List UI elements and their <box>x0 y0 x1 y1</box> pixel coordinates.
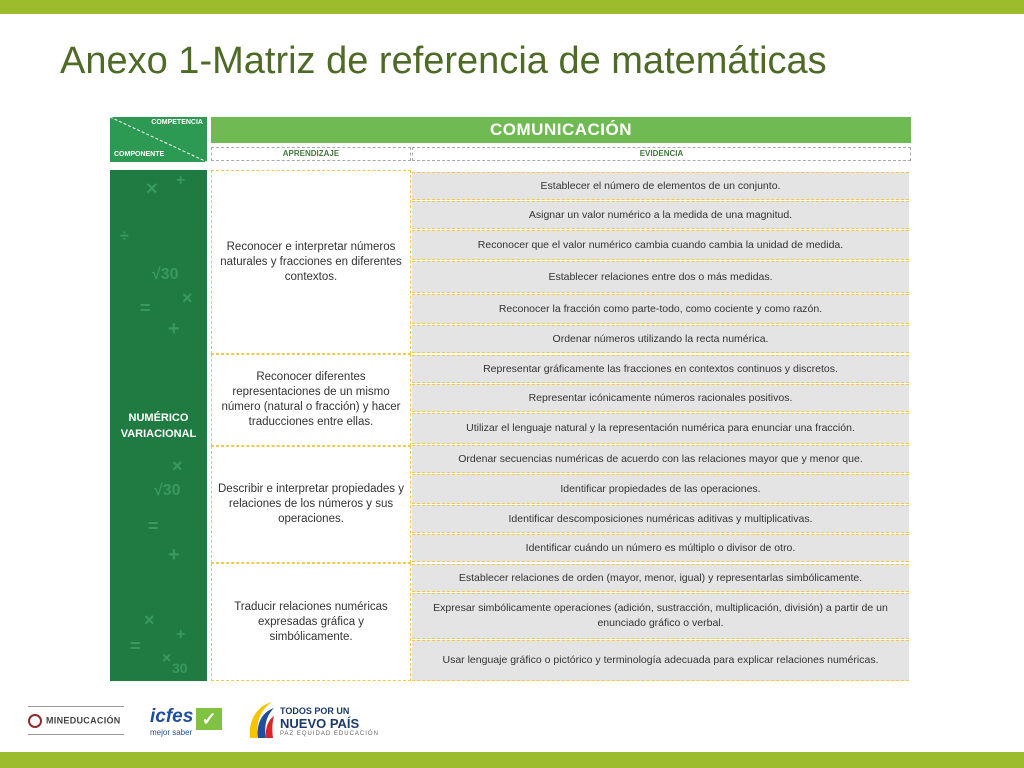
evidencia-cell: Usar lenguaje gráfico o pictórico y terminología adecuada para explicar relaciones numéricas. <box>412 640 909 681</box>
aprendizaje-column-header: APRENDIZAJE <box>211 147 411 161</box>
aprendizaje-cell: Describir e interpretar propiedades y relaciones de los números y sus operaciones. <box>211 446 411 563</box>
aprendizaje-cell: Traducir relaciones numéricas expresadas gráfica y simbólicamente. <box>211 563 411 681</box>
componente-name <box>110 410 207 442</box>
aprendizaje-cell: Reconocer diferentes representaciones de un mismo número (natural o fracción) y hacer traducciones entre ellas. <box>211 354 411 446</box>
evidencia-cell: Representar icónicamente números racionales positivos. <box>412 384 909 412</box>
multiply-icon: × <box>172 456 183 476</box>
evidencia-cell: Ordenar secuencias numéricas de acuerdo con las relaciones mayor que y menor que. <box>412 445 909 473</box>
matrix-corner-header <box>110 117 207 162</box>
evidencia-cell: Establecer relaciones entre dos o más medidas. <box>412 261 909 293</box>
icfes-brand: icfes <box>150 706 194 727</box>
divide-icon: ÷ <box>120 228 129 245</box>
slide-title: Anexo 1-Matriz de referencia de matemáticas <box>60 40 827 82</box>
componente-label: COMPONENTE <box>114 151 165 158</box>
evidencia-cell: Identificar cuándo un número es múltiplo o divisor de otro. <box>412 534 909 562</box>
square-root-icon: √30 <box>152 266 179 283</box>
nuevo-pais-line3: PAZ EQUIDAD EDUCACIÓN <box>280 731 379 737</box>
logo-divider <box>28 706 124 707</box>
equals-icon: = <box>148 516 159 536</box>
icfes-tagline: mejor saber <box>150 728 193 737</box>
evidencia-column-header: EVIDENCIA <box>412 147 911 161</box>
evidencia-cell: Establecer el número de elementos de un conjunto. <box>412 172 909 200</box>
plus-icon: + <box>176 172 186 189</box>
footer-logos <box>20 690 379 750</box>
bottom-accent-bar <box>0 752 1024 768</box>
evidencia-cell: Establecer relaciones de orden (mayor, menor, igual) y representarlas simbólicamente. <box>412 564 909 592</box>
coat-of-arms-icon <box>28 714 42 728</box>
evidencia-cell: Identificar propiedades de las operaciones. <box>412 474 909 504</box>
evidencia-cell: Reconocer que el valor numérico cambia cuando cambia la unidad de medida. <box>412 230 909 260</box>
mineducacion-text: MINEDUCACIÓN <box>46 715 121 726</box>
componente-name-line2: VARIACIONAL <box>120 428 197 440</box>
competencia-header: COMUNICACIÓN <box>211 117 911 143</box>
reference-matrix <box>110 117 911 681</box>
evidencia-cell: Identificar descomposiciones numéricas aditivas y multiplicativas. <box>412 505 909 533</box>
multiply-icon: × <box>162 650 172 667</box>
evidencia-cell: Representar gráficamente las fracciones en contextos continuos y discretos. <box>412 355 909 383</box>
evidencia-cell: Expresar simbólicamente operaciones (adición, sustracción, multiplicación, división) a partir de un enunciado gráfico o verbal. <box>412 593 909 639</box>
logo-divider <box>28 734 124 735</box>
componente-name-line1: NUMÉRICO <box>128 412 189 424</box>
nuevo-pais-line1: TODOS POR UN <box>280 706 350 716</box>
plus-icon: + <box>176 626 186 643</box>
componente-column <box>110 170 207 681</box>
mineducacion-logo <box>28 714 121 728</box>
equals-icon: = <box>140 298 151 318</box>
multiply-icon: × <box>146 178 158 200</box>
plus-icon: + <box>168 544 180 566</box>
evidencia-cell: Utilizar el lenguaje natural y la representación numérica para enunciar una fracción. <box>412 413 909 444</box>
multiply-icon: × <box>144 610 155 630</box>
multiply-icon: × <box>182 288 193 308</box>
number-icon: 30 <box>172 660 188 676</box>
icfes-logo <box>150 706 217 737</box>
top-accent-bar <box>0 0 1024 14</box>
nuevo-pais-line2: NUEVO PAÍS <box>280 716 360 731</box>
checkmark-icon: ✓ <box>196 708 222 730</box>
evidencia-cell: Reconocer la fracción como parte-todo, como cociente y como razón. <box>412 294 909 324</box>
evidencia-cell: Asignar un valor numérico a la medida de una magnitud. <box>412 201 909 229</box>
evidencia-cell: Ordenar números utilizando la recta numérica. <box>412 325 909 353</box>
plus-icon: + <box>168 318 180 340</box>
competencia-label: COMPETENCIA <box>151 119 203 126</box>
square-root-icon: √30 <box>154 482 181 499</box>
equals-icon: = <box>130 636 141 656</box>
colombia-swoosh-icon <box>246 698 276 742</box>
aprendizaje-cell: Reconocer e interpretar números naturales y fracciones en diferentes contextos. <box>211 170 411 354</box>
